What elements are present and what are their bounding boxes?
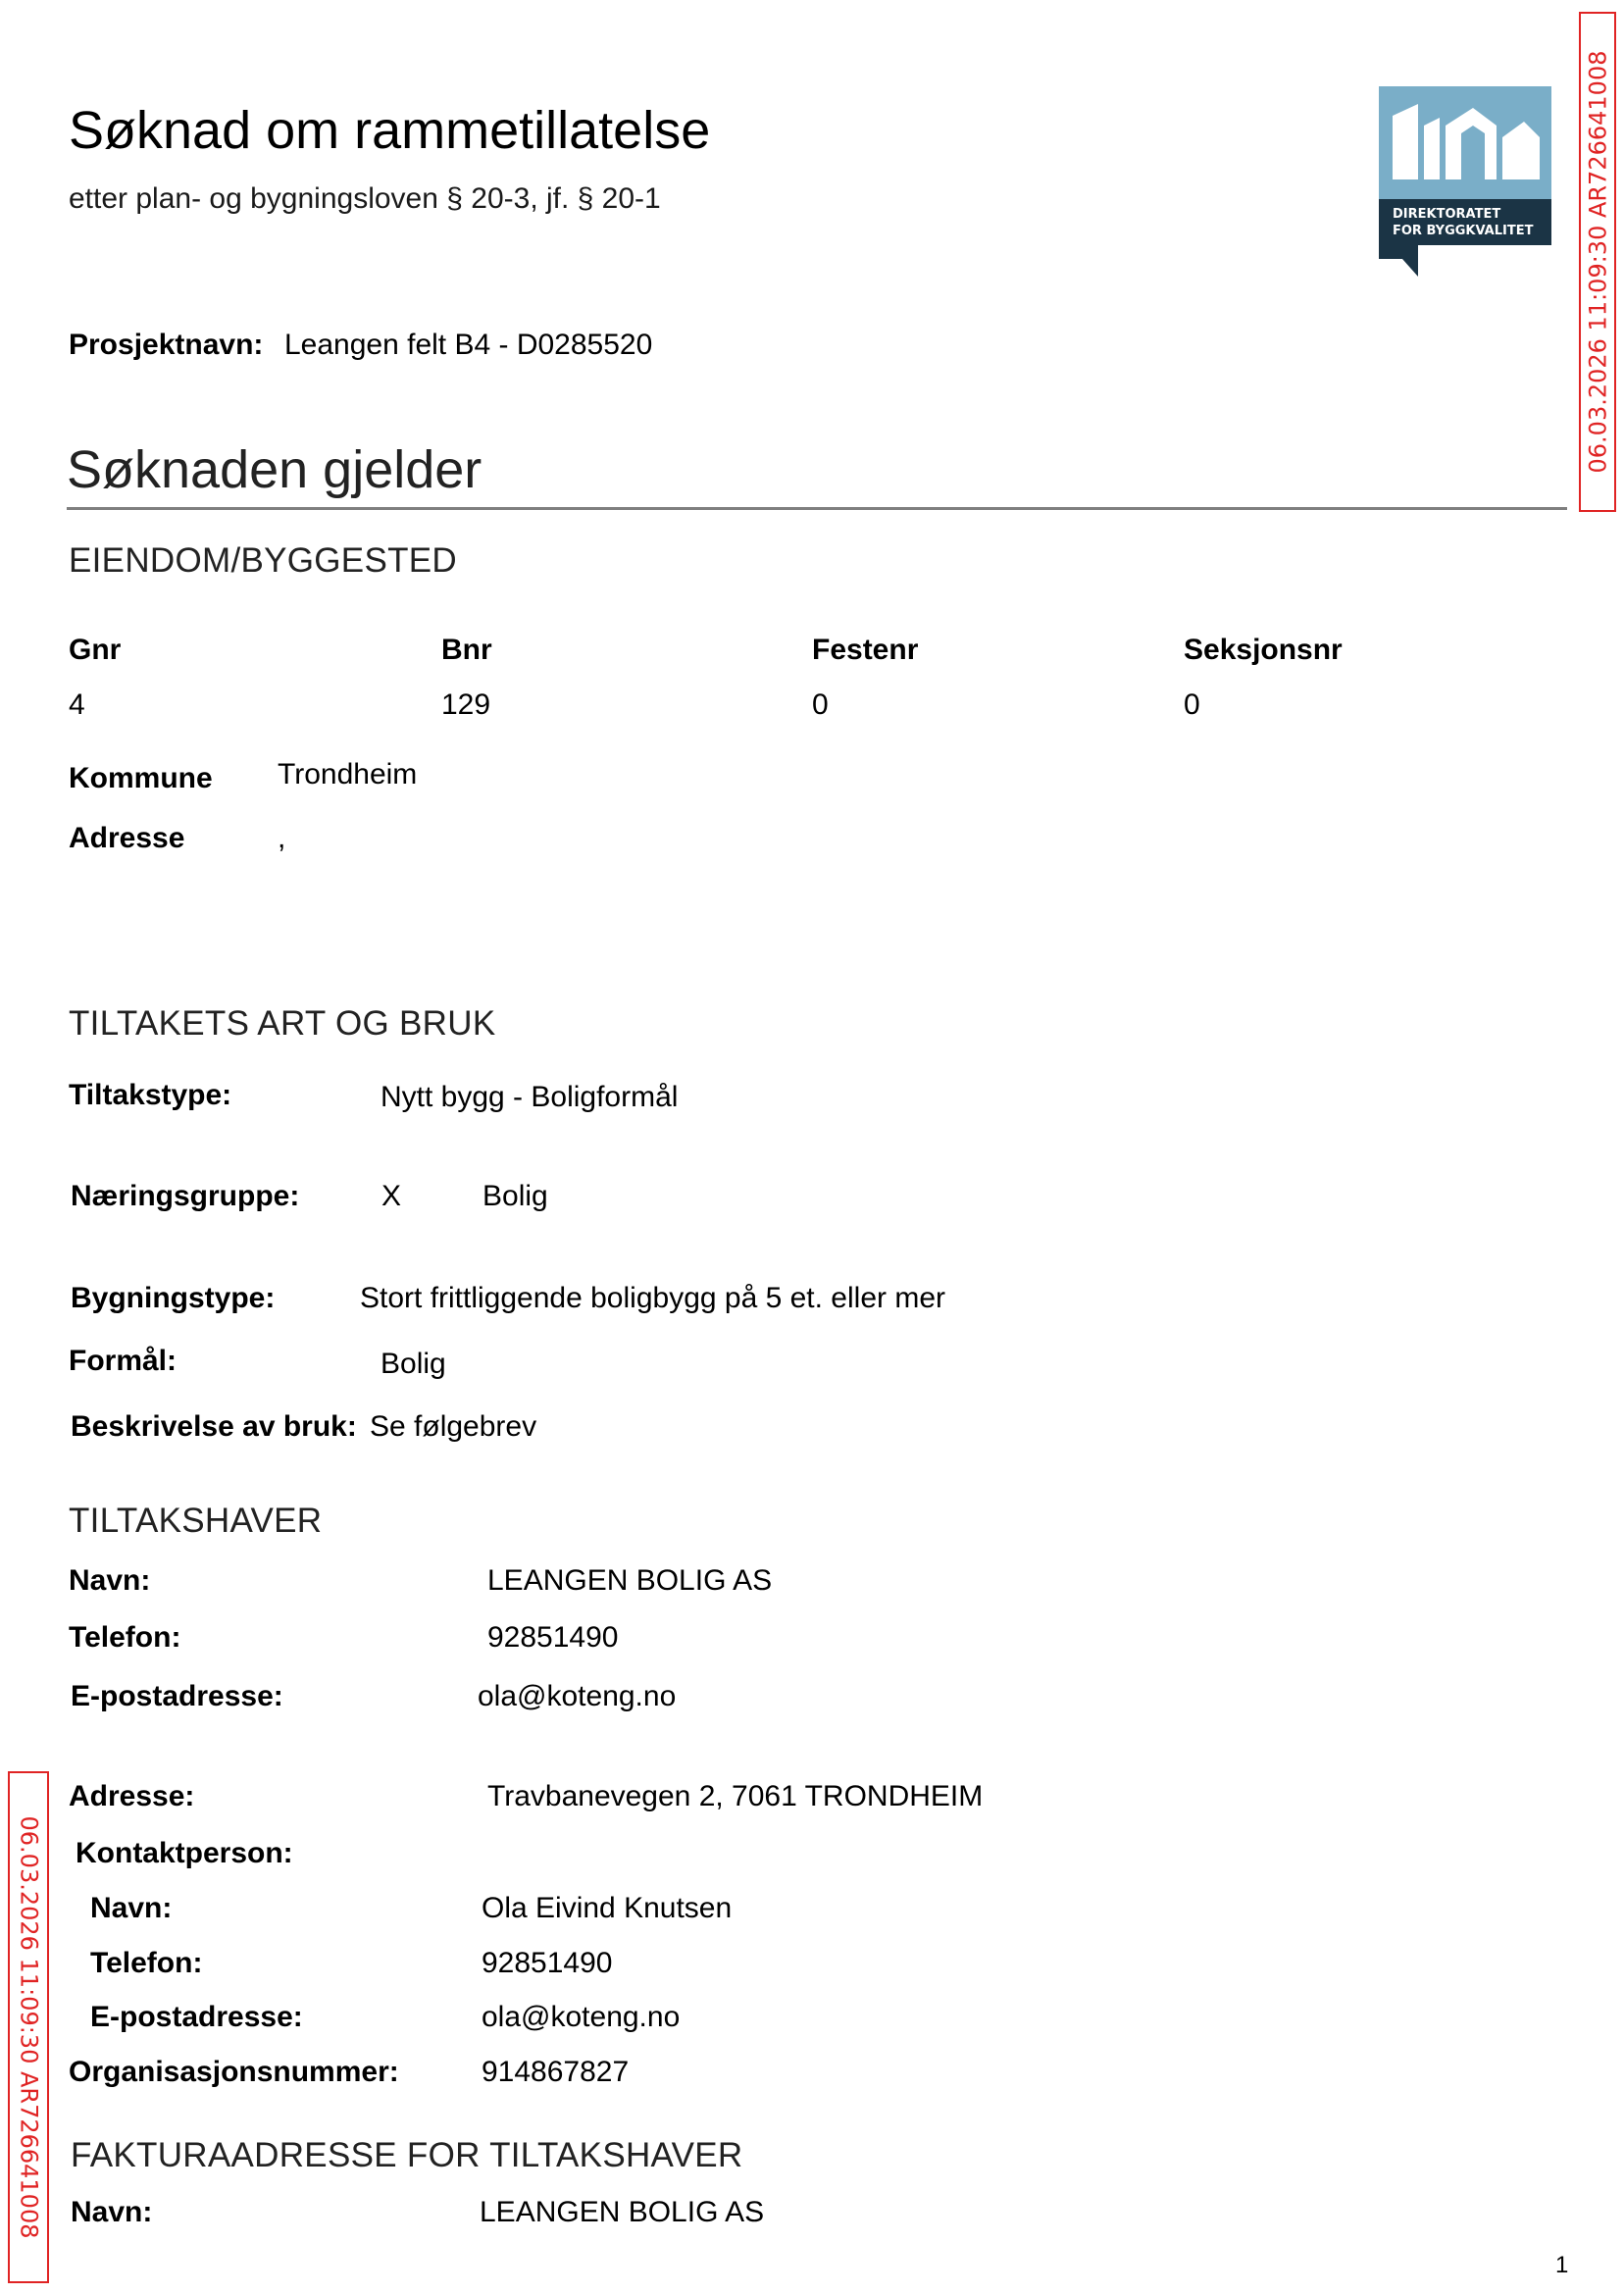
tiltakshaver-navn-label: Navn: [69,1564,151,1597]
formal-value: Bolig [381,1348,446,1380]
tiltakshaver-heading: TILTAKSHAVER [69,1502,323,1540]
timestamp-stamp-top [1579,12,1616,512]
val-gnr: 4 [69,688,85,721]
faktura-navn-label: Navn: [71,2196,153,2228]
project-value: Leangen felt B4 - D0285520 [284,329,653,361]
tiltakshaver-telefon-label: Telefon: [69,1621,181,1654]
formal-label: Formål: [69,1345,178,1377]
kommune-value: Trondheim [278,758,418,790]
bygningstype-value: Stort frittliggende boligbygg på 5 et. eller mer [360,1282,945,1314]
kontaktperson-label: Kontaktperson: [76,1837,293,1869]
tiltakshaver-epost-label: E-postadresse: [71,1680,283,1712]
kontakt-telefon-label: Telefon: [90,1947,203,1979]
val-seksjonsnr: 0 [1184,688,1200,721]
tiltakstype-value: Nytt bygg - Boligformål [381,1081,679,1113]
col-festenr: Festenr [812,634,919,666]
page-number: 1 [1555,2252,1569,2278]
stamp-text-top: 06.03.2026 11:09:30 AR726641008 [1584,50,1612,474]
stamp-text-left: 06.03.2026 11:09:30 AR726641008 [15,1815,43,2239]
faktura-heading: FAKTURAADRESSE FOR TILTAKSHAVER [71,2136,743,2174]
col-seksjonsnr: Seksjonsnr [1184,634,1343,666]
col-bnr: Bnr [441,634,492,666]
tiltakshaver-adresse-label: Adresse: [69,1780,195,1812]
beskrivelse-value: Se følgebrev [370,1410,537,1443]
kontakt-navn-value: Ola Eivind Knutsen [482,1892,733,1924]
naeringsgruppe-code: X [381,1180,402,1212]
orgnr-value: 914867827 [482,2056,630,2088]
val-bnr: 129 [441,688,491,721]
tiltakshaver-epost-value: ola@koteng.no [478,1680,677,1712]
section-title: Søknaden gjelder [67,440,482,499]
tiltakshaver-telefon-value: 92851490 [487,1621,619,1654]
logo-line1: DIREKTORATET [1393,207,1501,222]
beskrivelse-label: Beskrivelse av bruk: [71,1410,357,1443]
faktura-navn-value: LEANGEN BOLIG AS [480,2196,765,2228]
naeringsgruppe-value: Bolig [482,1180,548,1212]
tiltakshaver-adresse-value: Travbanevegen 2, 7061 TRONDHEIM [487,1780,984,1812]
kontakt-telefon-value: 92851490 [482,1947,613,1979]
val-festenr: 0 [812,688,829,721]
document-title: Søknad om rammetillatelse [69,101,711,160]
dibk-logo-graphic [1379,86,1551,277]
bygningstype-label: Bygningstype: [71,1282,276,1314]
kommune-label: Kommune [69,762,213,794]
adresse-value: , [278,822,286,854]
naeringsgruppe-label: Næringsgruppe: [71,1180,300,1212]
tiltakshaver-navn-value: LEANGEN BOLIG AS [487,1564,773,1597]
eiendom-heading: EIENDOM/BYGGESTED [69,541,457,580]
logo-line2: FOR BYGGKVALITET [1393,224,1534,238]
project-label: Prosjektnavn: [69,329,264,361]
dibk-logo [1379,86,1551,277]
adresse-label: Adresse [69,822,185,854]
kontakt-navn-label: Navn: [90,1892,173,1924]
kontakt-epost-value: ola@koteng.no [482,2001,681,2033]
tiltak-heading: TILTAKETS ART OG BRUK [69,1004,496,1043]
tiltakstype-label: Tiltakstype: [69,1079,232,1111]
timestamp-stamp-left [8,1771,49,2283]
col-gnr: Gnr [69,634,122,666]
orgnr-label: Organisasjonsnummer: [69,2056,399,2088]
section-divider [67,507,1567,510]
document-subtitle: etter plan- og bygningsloven § 20-3, jf. § 20-1 [69,182,661,215]
kontakt-epost-label: E-postadresse: [90,2001,303,2033]
